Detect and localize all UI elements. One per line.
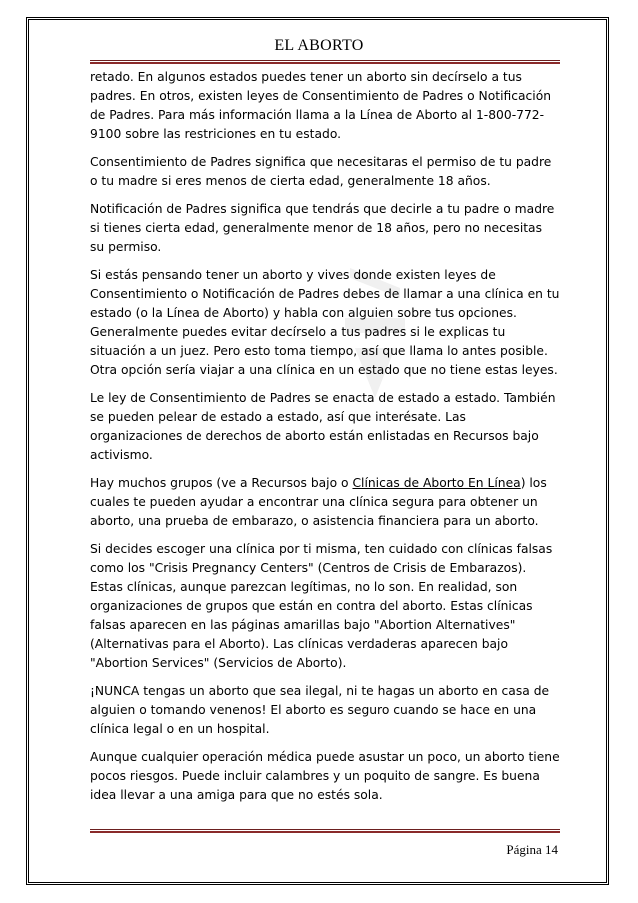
paragraph-consent: Consentimiento de Padres significa que necesitaras el permiso de tu padre o tu madre si eres menos de cierta edad, generalmente 18 años. — [90, 155, 552, 188]
page-header-title: EL ABORTO — [274, 37, 364, 54]
document-body — [90, 68, 560, 814]
page-number: Página 14 — [506, 842, 558, 857]
header-divider — [90, 60, 560, 64]
footer-divider — [90, 829, 560, 833]
paragraph-law: Le ley de Consentimiento de Padres se enacta de estado a estado. También se pueden pelear de estado a estado, así que interésate. Las organizaciones de derechos de aborto están enlistadas en Recursos bajo activismo. — [90, 391, 556, 462]
paragraph-notification: Notificación de Padres significa que tendrás que decirle a tu padre o madre si tienes cierta edad, generalmente menor de 18 años, pero no necesitas su permiso. — [90, 202, 555, 254]
paragraph-never-illegal: ¡NUNCA tengas un aborto que sea ilegal, ni te hagas un aborto en casa de alguien o tomando venenos! El aborto es seguro cuando se hace en una clínica legal o en un hospital. — [90, 684, 550, 736]
clinics-online-link[interactable]: Clínicas de Aborto En Línea — [352, 476, 521, 490]
paragraph-intro: retado. En algunos estados puedes tener un aborto sin decírselo a tus padres. En otros, existen leyes de Consentimiento de Padres o Notificación de Padres. Para más información llama a la Línea de Aborto al 1-800-772-9100 sobre las restriciones en tu estado. — [90, 70, 552, 141]
paragraph-groups — [90, 474, 560, 531]
paragraph-options: Si estás pensando tener un aborto y vives donde existen leyes de Consentimiento o Notificación de Padres debes de llamar a una clínica en tu estado (o la Línea de Aborto) y habla con alguien sobre tus opciones. Generalmente puedes evitar decírselo a tus padres si le explicas tu situación a un juez. Pero esto toma tiempo, así que llama lo antes posible. Otra opción sería viajar a una clínica en un estado que no tiene estas leyes. — [90, 268, 560, 377]
paragraph-fake-clinics: Si decides escoger una clínica por ti misma, ten cuidado con clínicas falsas como los "Crisis Pregnancy Centers" (Centros de Crisis de Embarazos). Estas clínicas, aunque parezcan legítimas, no lo son. En realidad, son organizaciones de grupos que están en contra del aborto. Estas clínicas falsas aparecen en las páginas amarillas bajo "Abortion Alternatives" (Alternativas para el Aborto). Las clínicas verdaderas aparecen bajo "Abortion Services" (Servicios de Aborto). — [90, 542, 553, 670]
paragraph-risks: Aunque cualquier operación médica puede asustar un poco, un aborto tiene pocos riesgos. Puede incluir calambres y un poquito de sangre. Es buena idea llevar a una amiga para que no estés sola. — [90, 750, 560, 802]
groups-text-after: ) los cuales te pueden ayudar a encontrar una clínica segura para obtener un aborto, una prueba de embarazo, o asistencia financiera para un aborto. — [90, 476, 547, 528]
groups-text-before: Hay muchos grupos (ve a Recursos bajo o — [90, 476, 353, 490]
